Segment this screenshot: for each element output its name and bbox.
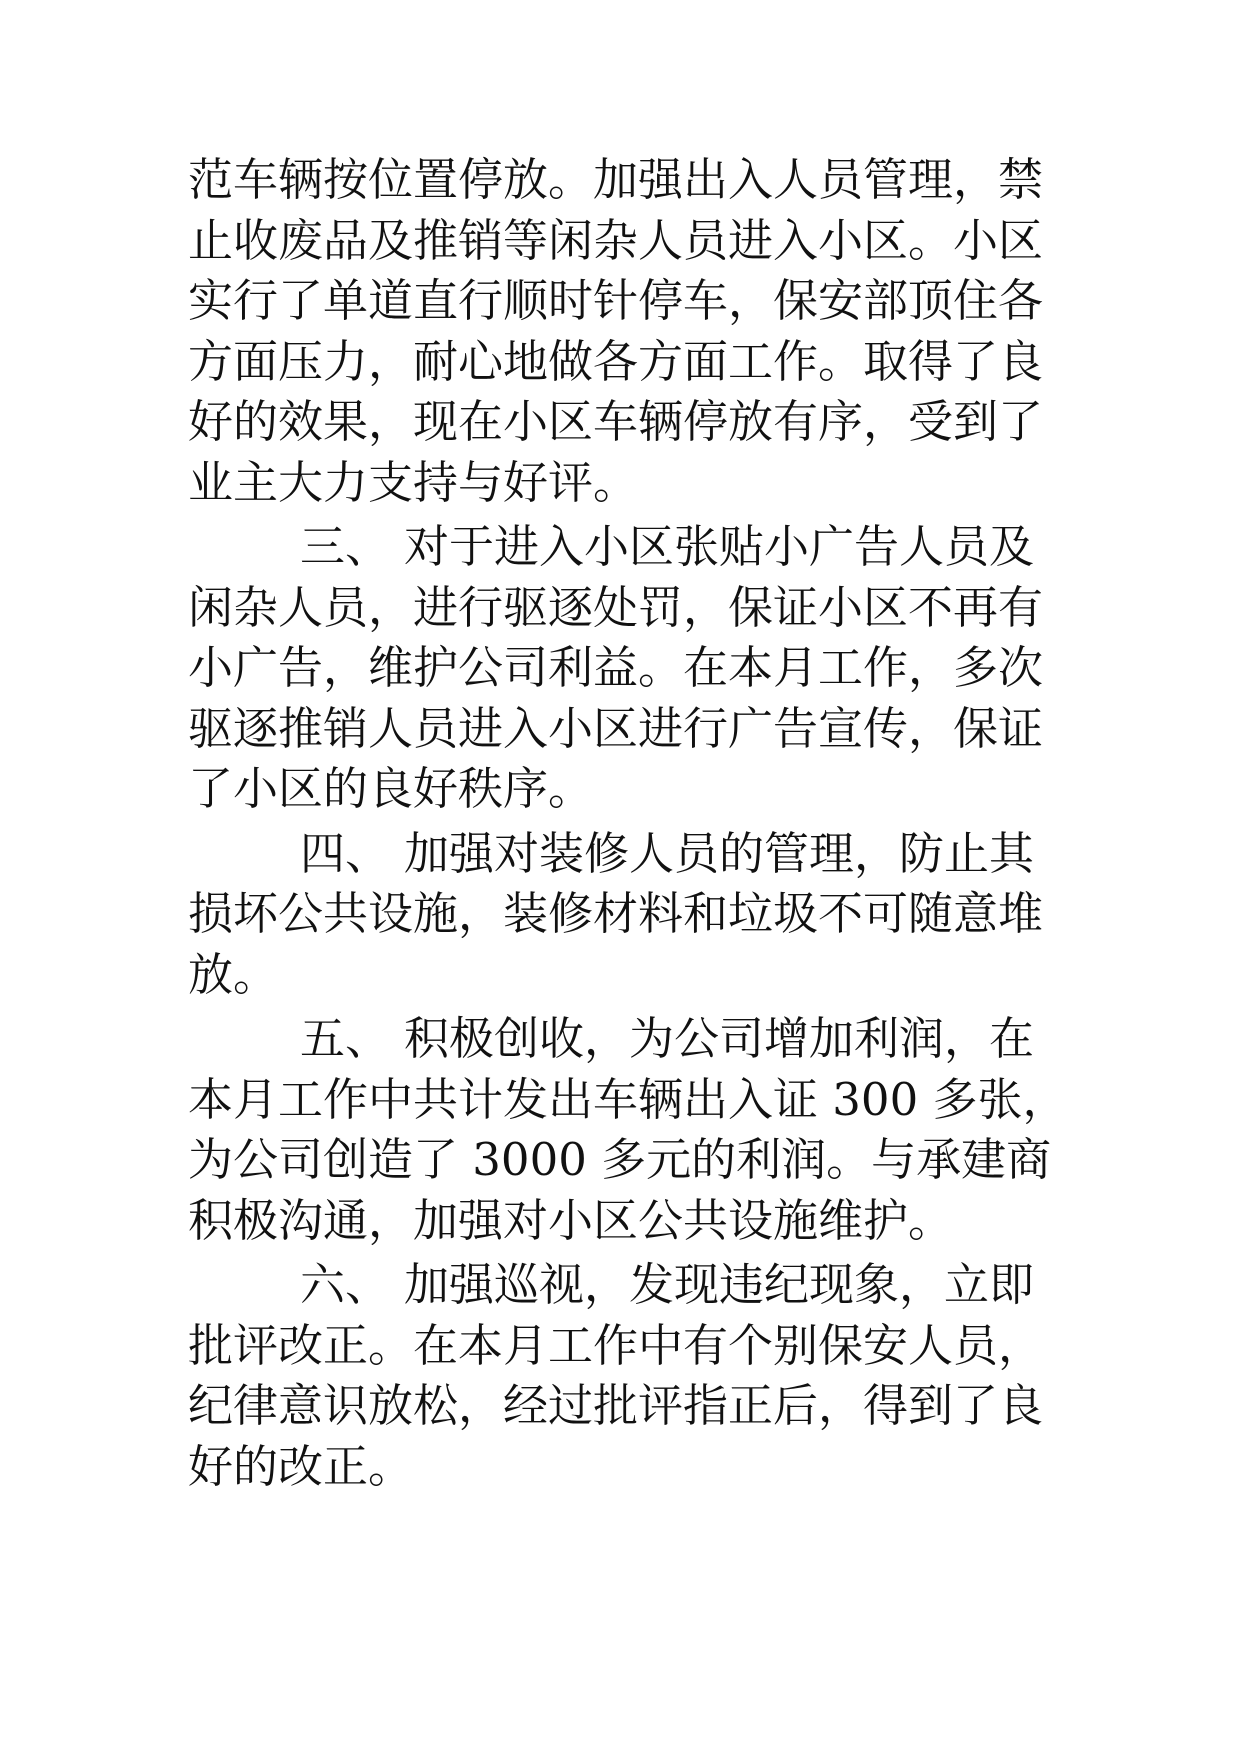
text-line: 止收废品及推销等闲杂人员进入小区。小区: [188, 213, 1044, 267]
text-line: 闲杂人员，进行驱逐处罚，保证小区不再有: [188, 580, 1044, 634]
paragraph-item-4: [188, 824, 1068, 1006]
item-text: 加强对装修人员的管理，防止其: [404, 826, 1035, 880]
text-line: 实行了单道直行顺时针停车，保安部顶住各: [188, 274, 1044, 327]
text-line: 方面压力，耐心地做各方面工作。取得了良: [188, 334, 1044, 388]
text-line: 损坏公共设施，装修材料和垃圾不可随意堆: [188, 887, 1044, 940]
item-number: 五、: [300, 1012, 391, 1065]
item-text: 对于进入小区张贴小广告人员及: [404, 520, 1035, 573]
text-line: 纪律意识放松，经过批评指正后，得到了良: [188, 1379, 1044, 1432]
text-line: 业主大力支持与好评。: [188, 455, 639, 509]
text-line: [188, 824, 1068, 885]
text-line: 本月工作中共计发出车辆出入证 300 多张，: [188, 1072, 1068, 1126]
text-line: 批评改正。在本月工作中有个别保安人员，: [188, 1318, 1044, 1372]
item-number: 四、: [300, 826, 391, 880]
text-line: [188, 1009, 1068, 1070]
text-line: 放。: [188, 947, 279, 1001]
document-body: [188, 150, 1068, 1497]
text-line: 驱逐推销人员进入小区进行广告宣传，保证: [188, 701, 1044, 755]
paragraph-continuation: [188, 150, 1068, 513]
text-line: [188, 1255, 1068, 1316]
text-line: 积极沟通，加强对小区公共设施维护。: [188, 1193, 954, 1247]
text-line: [188, 517, 1068, 578]
text-line: 小广告，维护公司利益。在本月工作，多次: [188, 641, 1044, 694]
item-text: 积极创收，为公司增加利润，在: [404, 1012, 1035, 1065]
paragraph-item-3: [188, 517, 1068, 820]
item-number: 三、: [300, 520, 391, 573]
paragraph-item-6: [188, 1255, 1068, 1497]
text-line: 了小区的良好秩序。: [188, 762, 594, 815]
text-line: 好的效果，现在小区车辆停放有序，受到了: [188, 395, 1044, 448]
item-text: 加强巡视，发现违纪现象，立即: [404, 1258, 1035, 1311]
text-line: 范车辆按位置停放。加强出入人员管理，禁: [188, 153, 1044, 206]
paragraph-item-5: [188, 1009, 1068, 1251]
text-line: 好的改正。: [188, 1439, 414, 1493]
item-number: 六、: [300, 1258, 391, 1311]
text-line: 为公司创造了 3000 多元的利润。与承建商: [188, 1133, 1052, 1186]
